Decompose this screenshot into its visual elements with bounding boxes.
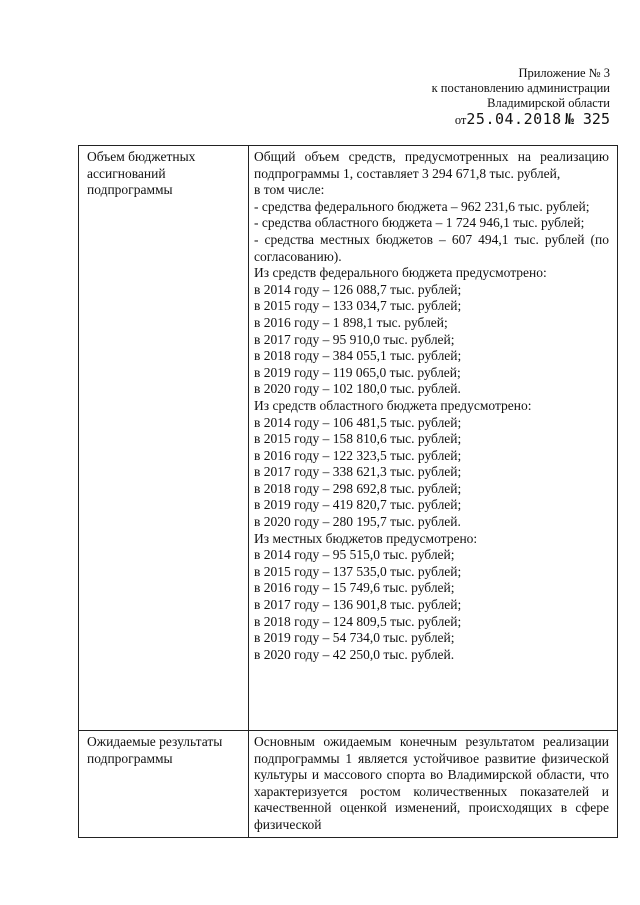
results-content-cell [249,731,618,838]
program-passport-table [78,145,618,838]
list-item: в 2016 году – 1 898,1 тыс. рублей; [254,314,448,330]
list-item: в 2018 году – 384 055,1 тыс. рублей; [254,348,462,364]
list-item: в 2019 году – 119 065,0 тыс. рублей; [254,364,461,380]
list-item: в 2016 году – 15 749,6 тыс. рублей; [254,580,455,596]
budget-intro: Общий объем средств, предусмотренных на реализацию подпрограммы 1, составляет 3 294 671,8 тыс. рублей, [254,149,609,181]
regional-title: Из средств областного бюджета предусмотрено: [254,397,532,413]
local-title: Из местных бюджетов предусмотрено: [254,530,478,546]
list-item: в 2020 году – 102 180,0 тыс. рублей. [254,381,461,397]
list-item: в 2017 году – 136 901,8 тыс. рублей; [254,597,462,613]
source-federal: - средства федерального бюджета – 962 231,6 тыс. рублей; [254,198,590,214]
budget-label: Объем бюджетных ассигнований подпрограммы [87,149,196,198]
budget-label-cell [79,146,249,731]
resolution-date-line [400,112,610,128]
appendix-number: Приложение № 3 [518,66,610,80]
list-item: в 2014 году – 126 088,7 тыс. рублей; [254,281,462,297]
appendix-reference: к постановлению администрации [431,81,610,95]
resolution-number: № 325 [564,110,610,128]
source-regional: - средства областного бюджета – 1 724 946,1 тыс. рублей; [254,215,585,231]
table-row-budget [79,146,618,731]
list-item: в 2015 году – 133 034,7 тыс. рублей; [254,298,462,314]
results-label-cell [79,731,249,838]
list-item: в 2020 году – 280 195,7 тыс. рублей. [254,514,461,530]
list-item: в 2014 году – 106 481,5 тыс. рублей; [254,414,462,430]
budget-including: в том числе: [254,182,325,198]
document-header [400,66,610,128]
list-item: в 2015 году – 158 810,6 тыс. рублей; [254,431,462,447]
source-local: - средства местных бюджетов – 607 494,1 тыс. рублей (по согласованию). [254,231,609,264]
list-item: в 2019 году – 419 820,7 тыс. рублей; [254,497,462,513]
results-text: Основным ожидаемым конечным результатом реализации подпрограммы 1 является устойчивое развитие физической культуры и массового спорта во Владимирской области, что характеризуется ростом количественных показателей и качественной оценкой изменений, происходящих в сфере физической [254,734,609,832]
table-row-results [79,731,618,838]
list-item: в 2017 году – 338 621,3 тыс. рублей; [254,464,462,480]
list-item: в 2014 году – 95 515,0 тыс. рублей; [254,547,455,563]
federal-title: Из средств федерального бюджета предусмотрено: [254,265,547,281]
resolution-date: 25.04.2018 [466,110,562,128]
list-item: в 2018 году – 298 692,8 тыс. рублей; [254,480,462,496]
list-item: в 2018 году – 124 809,5 тыс. рублей; [254,613,462,629]
appendix-region: Владимирской области [487,96,610,110]
date-prefix: от [454,113,467,127]
results-label: Ожидаемые результаты подпрограммы [87,734,223,766]
budget-content-cell [249,146,618,731]
list-item: в 2017 году – 95 910,0 тыс. рублей; [254,331,455,347]
list-item: в 2019 году – 54 734,0 тыс. рублей; [254,630,455,646]
list-item: в 2020 году – 42 250,0 тыс. рублей. [254,646,455,662]
list-item: в 2015 году – 137 535,0 тыс. рублей; [254,563,462,579]
list-item: в 2016 году – 122 323,5 тыс. рублей; [254,447,462,463]
